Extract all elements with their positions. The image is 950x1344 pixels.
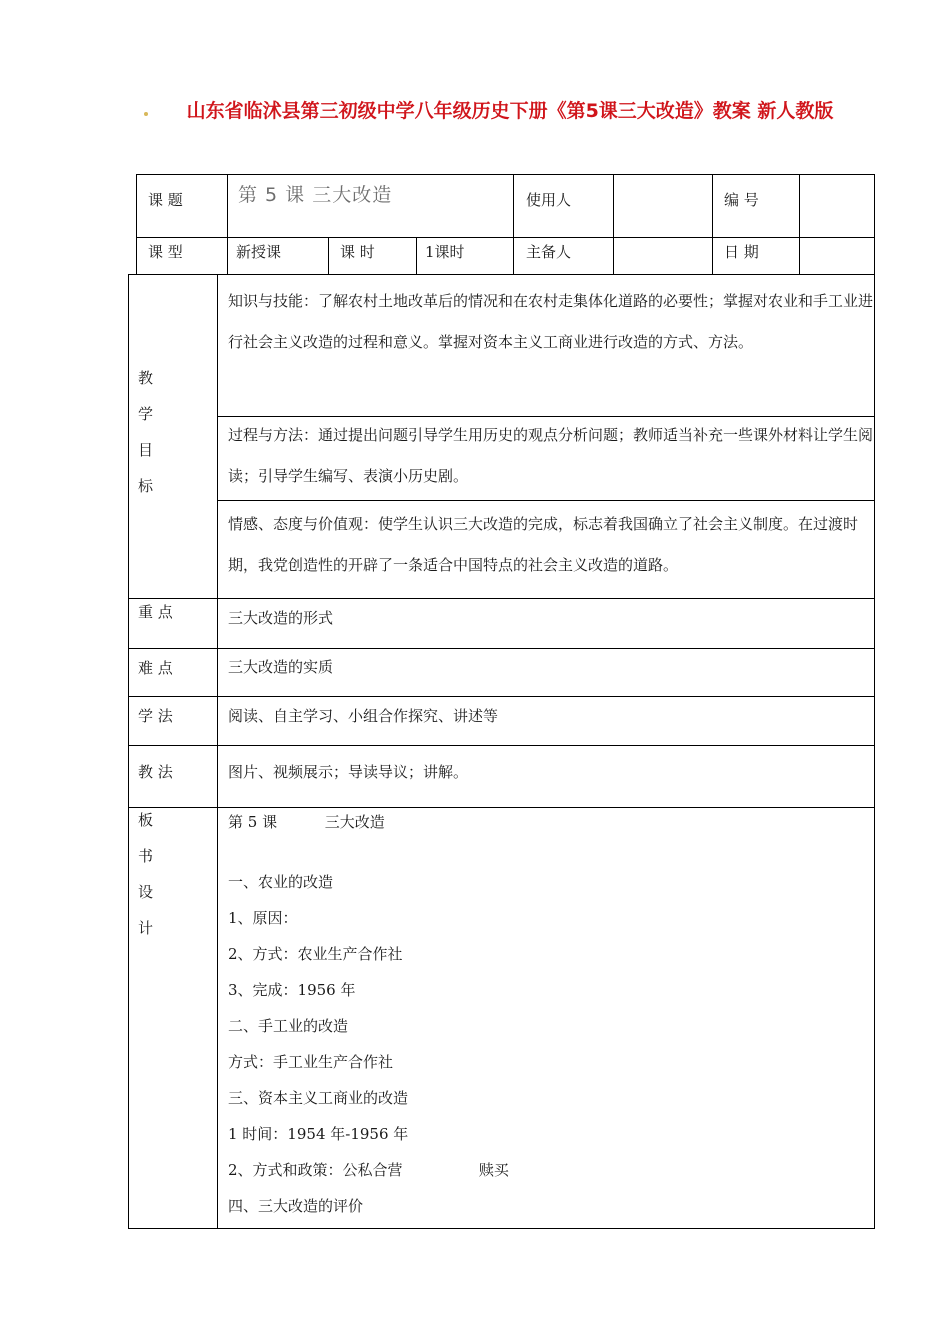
table-border [799,174,800,275]
study-method-value: 阅读、自主学习、小组合作探究、讲述等 [228,707,499,725]
board-line: 3、完成：1956 年 [228,981,356,999]
difficulty-label: 难 点 [138,659,173,677]
objective-process: 过程与方法：通过提出问题引导学生用历史的观点分析问题；教师适当补充一些课外材料让学生阅读；引导学生编写、表演小历史剧。 [228,426,874,485]
label-date: 日 期 [724,243,759,261]
board-line: 1、原因： [228,909,298,927]
board-line: 三、资本主义工商业的改造 [228,1089,409,1107]
label-topic: 课 题 [148,191,183,209]
table-border [128,807,875,808]
label-user: 使用人 [526,191,572,209]
table-border [128,648,875,649]
objectives-label: 教学目标 [138,369,154,495]
board-design-label: 板书设计 [138,811,154,937]
label-preparer: 主备人 [526,243,572,261]
table-border [227,174,228,275]
decorative-dot [144,112,148,116]
table-border [128,745,875,746]
table-border [136,237,875,238]
table-border [128,1228,875,1229]
key-point-value: 三大改造的形式 [228,609,334,627]
board-line: 四、三大改造的评价 [228,1197,364,1215]
key-point-label: 重 点 [138,603,173,621]
document-title: 山东省临沭县第三初级中学八年级历史下册《第5课三大改造》教案 新人教版 [140,98,880,125]
board-line: 方式：手工业生产合作社 [228,1053,394,1071]
board-line: 第 5 课 三大改造 [228,813,385,831]
table-border [136,174,875,175]
table-border [136,174,137,275]
label-number: 编 号 [724,191,759,209]
objective-emotion: 情感、态度与价值观：使学生认识三大改造的完成，标志着我国确立了社会主义制度。在过渡时期，我党创造性的开辟了一条适合中国特点的社会主义改造的道路。 [228,515,859,574]
board-line: 2、方式：农业生产合作社 [228,945,403,963]
teaching-method-value: 图片、视频展示；导读导议；讲解。 [228,763,469,781]
table-border [128,274,129,1229]
label-type: 课 型 [148,243,183,261]
hours-value: 1课时 [425,243,465,261]
difficulty-value: 三大改造的实质 [228,658,334,676]
table-border [217,500,875,501]
table-border [416,237,417,275]
objective-knowledge: 知识与技能：了解农村土地改革后的情况和在农村走集体化道路的必要性；掌握对农业和手工业进行社会主义改造的过程和意义。掌握对资本主义工商业进行改造的方式、方法。 [228,292,874,351]
board-line: 一、农业的改造 [228,873,334,891]
table-border [513,174,514,275]
lesson-title-image-text: 第 5 课 三大改造 [238,184,393,206]
teaching-method-label: 教 法 [138,763,173,781]
table-border [874,174,875,275]
table-border [874,274,875,1229]
label-hours: 课 时 [340,243,375,261]
table-border [128,696,875,697]
table-border [217,274,218,1229]
board-line: 二、手工业的改造 [228,1017,349,1035]
board-line: 1 时间：1954 年-1956 年 [228,1125,409,1143]
type-value: 新授课 [236,243,282,261]
study-method-label: 学 法 [138,707,173,725]
table-border [128,598,875,599]
table-border [613,174,614,275]
board-line: 2、方式和政策：公私合营 赎买 [228,1161,509,1179]
table-border [712,174,713,275]
table-border [328,237,329,275]
table-border [128,274,875,275]
